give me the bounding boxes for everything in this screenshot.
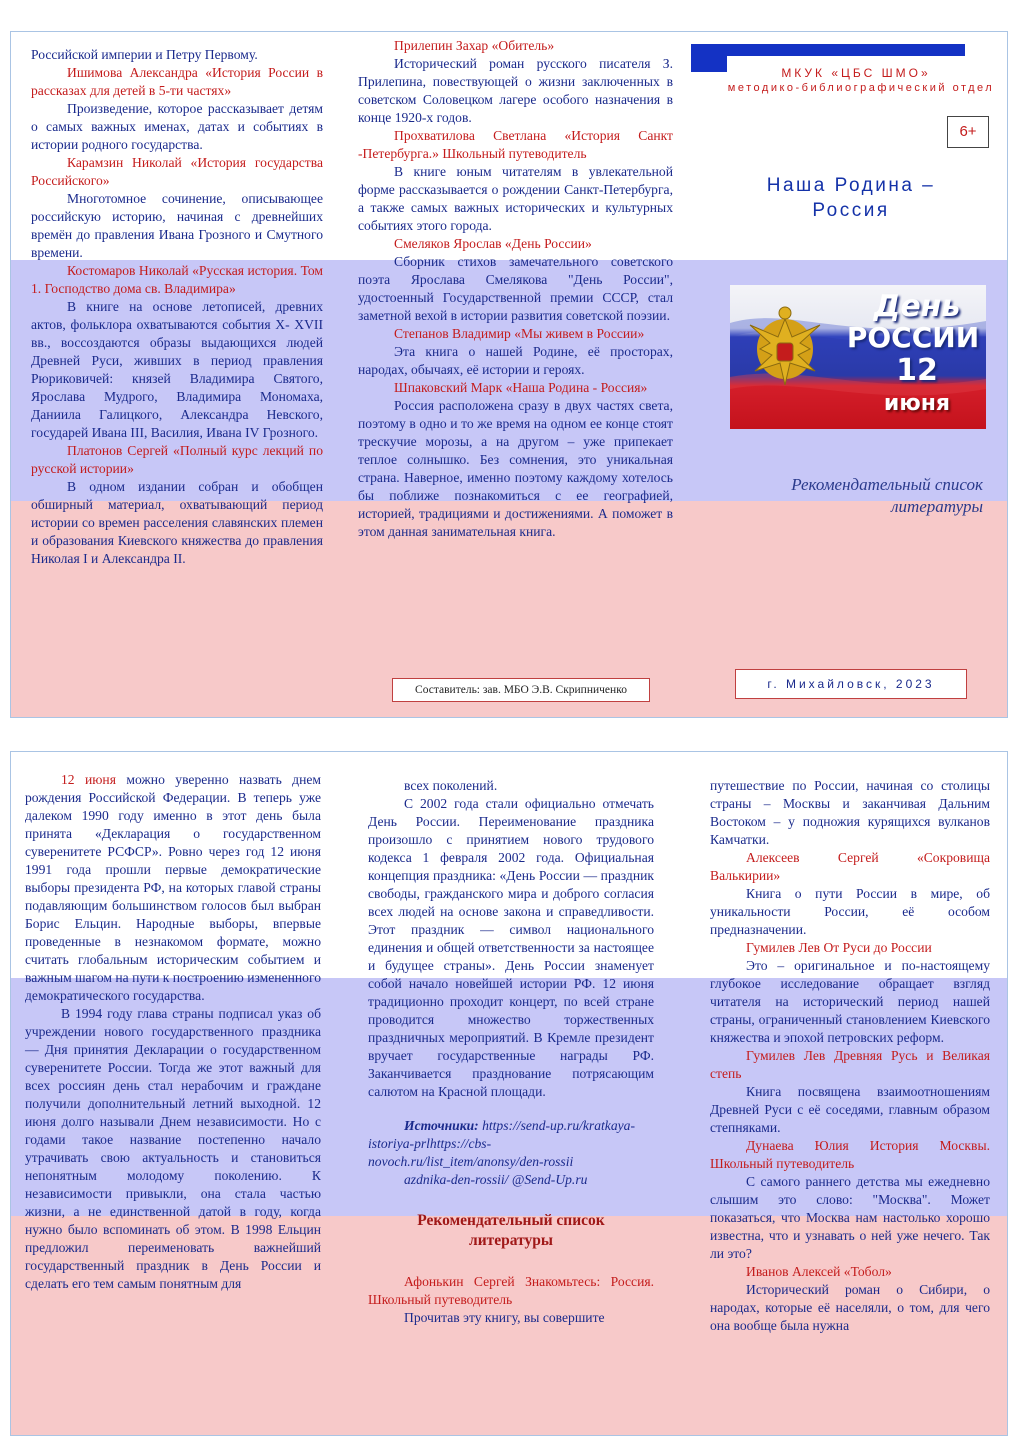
brochure-inner-side <box>10 751 1008 1436</box>
history-paragraph: всех поколений. <box>404 778 498 793</box>
flag-text-month: июня <box>883 391 951 416</box>
city-year-box <box>735 669 967 699</box>
book-title-ivanov: Иванов Алексей «Тобол» <box>746 1264 892 1279</box>
highlight-date: 12 июня <box>61 772 116 787</box>
history-paragraph: В 1994 году глава страны подписал указ об учреждении нового государственного праздника — Дня принятия Декларации о государственном суверенитете России. Тогда же этот важный для всех россиян день стал нерабочим и граждане получили дополнительный летний выходной. 12 июня долго называли Днем независимости. Но с годами такое название постепенно начало утрачивать свою актуальность и становиться непонятным молодому поколению. К независимости привыкли, она стала частью жизни, а не единственной датой в году, когда нужно было вспоминать об этом. В 1998 Ельцин предложил переименовать важнейший государственный праздник в День России и сделать его тем самым понятным для <box>25 1006 321 1291</box>
sources-label: Источники: <box>404 1118 479 1133</box>
book-title-alekseev: Алексеев Сергей «Сокровища Валькирии» <box>710 850 990 883</box>
book-annotation: Прочитав эту книгу, вы совершите <box>404 1310 605 1325</box>
book-title-karamzin: Карамзин Николай «История государства Российского» <box>31 155 323 188</box>
cover-accent-bar <box>691 44 965 56</box>
book-title-afonkin: Афонькин Сергей Знакомьтесь: Россия. Школьный путеводитель <box>368 1274 654 1307</box>
flag-text-day: День <box>873 289 961 324</box>
flag-text-number: 12 <box>896 353 938 388</box>
cover-subtitle: Рекомендательный список литературы <box>791 475 983 516</box>
age-rating-text: 6+ <box>959 123 977 140</box>
book-title-kostomarov: Костомаров Николай «Русская история. Том 1. Господство дома св. Владимира» <box>31 263 323 296</box>
department-name: методико-библиографический отдел <box>727 82 995 94</box>
book-title-ishimova: Ишимова Александра «История России в рассказах для детей в 5-ти частях» <box>31 65 323 98</box>
book-title-shpakovsky: Шпаковский Марк «Наша Родина - Россия» <box>394 380 648 395</box>
book-title-stepanov: Степанов Владимир «Мы живем в России» <box>394 326 645 341</box>
compiler-box <box>392 678 650 702</box>
sources-links-continued: azdnika-den-rossii/ @Send-Up.ru <box>404 1172 588 1187</box>
panel-left-column <box>31 46 323 568</box>
russia-day-flag-image <box>730 285 986 429</box>
sources-paragraph <box>368 1117 654 1171</box>
book-title-gumilev-1: Гумилев Лев От Руси до России <box>746 940 932 955</box>
panel-middle-column <box>358 37 673 541</box>
book-annotation: Сборник стихов замечательного советского поэта Ярослава Смелякова "День России", удостоенный Государственной премии СССР, стал заметной вехой в истории развития советской поэзии. <box>358 254 673 323</box>
organization-name: МКУК «ЦБС ШМО» <box>781 66 931 80</box>
flag-text-russia: РОССИИ <box>846 321 980 354</box>
book-title-gumilev-2: Гумилев Лев Древняя Русь и Великая степь <box>710 1048 990 1081</box>
book-annotation-continued: путешествие по России, начиная со столицы страны – Москвы и заканчивая Дальним Востоком – у подножия курящихся вулканов Камчатки. <box>710 778 990 847</box>
book-annotation: В книге юным читателям в увлекательной форме рассказывается о рождении Санкт-Петербурга, а также самых важных исторических и культурных событиях этого города. <box>358 164 673 233</box>
brochure-title: Наша Родина – Россия <box>766 175 936 221</box>
continued-text: Российской империи и Петру Первому. <box>31 47 258 62</box>
history-paragraph <box>25 771 321 1005</box>
book-annotation: Исторический роман о Сибири, о народах, которые её населяли, о том, для чего она вообще была нужна <box>710 1282 990 1333</box>
book-annotation: Книга о пути России в мире, об уникальности России, её особом предназначении. <box>710 886 990 937</box>
book-annotation: В одном издании собран и обобщен обширный материал, охватывающий период истории со времен расселения славянских племен и образования Киевского княжества до правления Николая I и Александра II. <box>31 479 323 566</box>
sources-links: https://send-up.ru/kratkaya-istoriya-prlhttps://cbs-novoch.ru/list_item/anonsy/den-rossii <box>368 1118 635 1169</box>
book-title-platonov: Платонов Сергей «Полный курс лекций по русской истории» <box>31 443 323 476</box>
history-paragraph: С 2002 года стали официально отмечать День России. Переименование праздника произошло с принятием нового трудового кодекса 1 февраля 2002 года. Официальная концепция праздника: «День России — праздник свободы, гражданского мира и доброго согласия всех людей на основе закона и справедливости. Этот праздник — символ национального единения и общей ответственности за настоящее и будущее страны». День России знаменует собой начало новейшей истории РФ. 12 июня традиционно проходит концерт, по всей стране проводится множество торжественных праздничных мероприятий. В Кремле президент вручает государственные награды РФ. Заканчивается празднование потрясающим салютом на Красной площади. <box>368 796 654 1099</box>
age-rating-badge <box>947 116 989 148</box>
panel-left-column <box>25 771 321 1293</box>
book-title-smelyakov: Смеляков Ярослав «День России» <box>394 236 592 251</box>
book-annotation: Эта книга о нашей Родине, её просторах, народах, обычаях, её истории и героях. <box>358 344 673 377</box>
brochure-outer-side <box>10 31 1008 718</box>
book-annotation: Произведение, которое рассказывает детям о самых важных именах, датах и событиях в истории родного государства. <box>31 101 323 152</box>
section-heading: Рекомендательный список литературы <box>417 1212 605 1249</box>
compiler-text: Составитель: зав. МБО Э.В. Скрипниченко <box>415 684 627 696</box>
panel-right-column <box>710 777 990 1335</box>
city-year-text: г. Михайловск, 2023 <box>767 677 935 691</box>
book-annotation: Это – оригинальное и по-настоящему глубокое исследование обращает взгляд читателя на исторический период нашей страны, ограниченный становлением Киевского княжества и эпохой петровских реформ. <box>710 958 990 1045</box>
book-annotation: С самого раннего детства мы ежедневно слышим это слово: "Москва". Может показаться, что Москва нам настолько хорошо известна, что и узнавать о ней уже нечего. Так ли это? <box>710 1174 990 1261</box>
panel-middle-column <box>368 777 654 1327</box>
history-text: можно уверенно назвать днем рождения Российской Федерации. В теперь уже далеком 1990 году именно в этот день была принята «Декларация о государственном суверенитете РСФСР». Ровно через год 12 июня 1991 года прошли первые демократические выборы президента РФ, на которых главой страны подавляющим большинством голосов был выбран Борис Ельцин. Народные выборы, впервые проведенные в незнакомом формате, можно считать глобальным историческим событием и важным шагом на пути к построению измененного демократического государства. <box>25 772 321 1003</box>
book-title-prokhvatilova: Прохватилова Светлана «История Санкт -Петербурга.» Школьный путеводитель <box>358 128 673 161</box>
book-title-dunaeva: Дунаева Юлия История Москвы. Школьный путеводитель <box>710 1138 990 1171</box>
book-annotation: Книга посвящена взаимоотношениям Древней Руси с её соседями, главным образом степняками. <box>710 1084 990 1135</box>
book-annotation: Россия расположена сразу в двух частях света, поэтому в одно и то же время на одном ее конце стоят трескучие морозы, а на другом – уже припекает теплое солнышко. Без сомнения, это уникальная страна. Наверное, именно поэтому каждому хотелось бы поближе познакомиться с ее географией, историей, традициями и достижениями. А поможет в этом данная занимательная книга. <box>358 398 673 539</box>
book-annotation: Исторический роман русского писателя З. Прилепина, повествующей о жизни заключенных в советском Соловецком лагере особого назначения в конце 1920-х годов. <box>358 56 673 125</box>
book-title-prilepin: Прилепин Захар «Обитель» <box>394 38 555 53</box>
book-annotation: В книге на основе летописей, древних актов, фольклора охватываются события X- XVII вв., воссоздаются образы выдающихся людей Древней Руси, живших в период правления Рюриковичей: князей Владимира Святого, Ярослава Мудрого, Владимира Мономаха, Даниила Галицкого, Александра Невского, государей Ивана III, Василия, Ивана IV Грозного. <box>31 299 323 440</box>
book-annotation: Многотомное сочинение, описывающее российскую историю, начиная с древнейших времён до правления Ивана Грозного и Смутного времени. <box>31 191 323 260</box>
